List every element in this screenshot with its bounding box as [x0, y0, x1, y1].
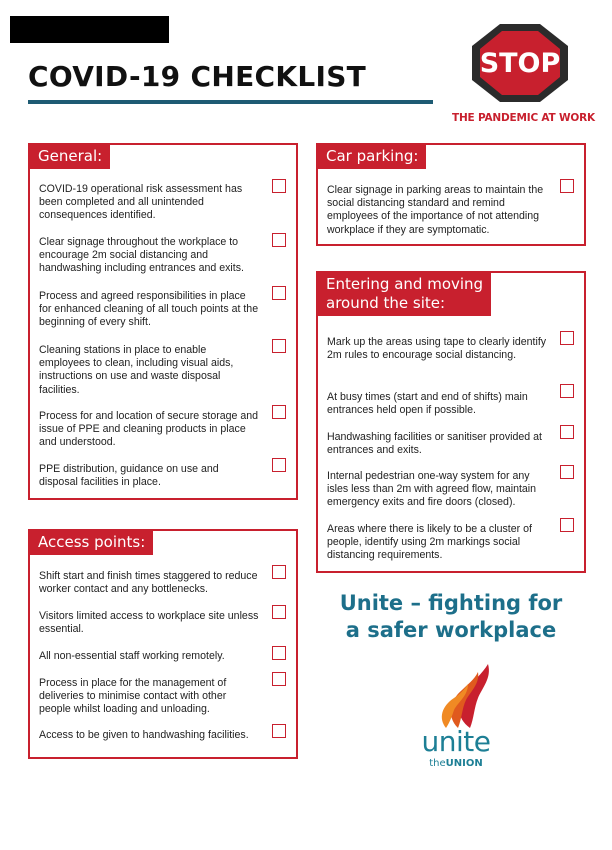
checkbox[interactable]: [272, 405, 286, 419]
tagline: [316, 590, 586, 644]
checklist-item: Process and agreed responsibilities in place for enhanced cleaning of all touch points at the beginning of every shift.: [39, 290, 259, 329]
checklist-item: Mark up the areas using tape to clearly identify 2m rules to encourage social distancing.: [327, 336, 547, 362]
general-panel: [28, 143, 298, 500]
checkbox[interactable]: [272, 286, 286, 300]
checkbox[interactable]: [272, 724, 286, 738]
tagline-line1: Unite – fighting for: [339, 591, 563, 615]
checkbox[interactable]: [272, 179, 286, 193]
redaction-bar: [10, 16, 169, 43]
checklist-item: At busy times (start and end of shifts) main entrances held open if possible.: [327, 391, 528, 417]
entering-heading: [316, 271, 491, 316]
car-parking-panel: [316, 143, 586, 246]
checkbox[interactable]: [560, 465, 574, 479]
checklist-item: COVID-19 operational risk assessment has been completed and all unintended consequences identified.: [39, 183, 243, 222]
title-underline: [28, 100, 433, 104]
logo-sub-bold: UNION: [445, 758, 483, 769]
access-heading: Access points:: [28, 529, 153, 555]
checklist-item: Access to be given to handwashing facilities.: [39, 729, 249, 741]
checkbox[interactable]: [560, 425, 574, 439]
checkbox[interactable]: [560, 331, 574, 345]
unite-logo-sub: [413, 758, 499, 769]
checklist-item: Process for and location of secure storage and issue of PPE and cleaning products in place and understood.: [39, 410, 259, 449]
checklist-item: Visitors limited access to workplace site unless essential.: [39, 610, 259, 636]
checkbox[interactable]: [272, 233, 286, 247]
entering-heading-line2: around the site:: [326, 294, 446, 312]
unite-logo-word: unite: [421, 725, 491, 758]
checklist-item: Areas where there is likely to be a cluster of people, identify using 2m markings social distancing requirements.: [327, 523, 532, 562]
checkbox[interactable]: [560, 384, 574, 398]
checklist-item: Internal pedestrian one-way system for any isles less than 2m with agreed flow, maintain emergency exits and fire doors (closed).: [327, 470, 537, 509]
general-heading: General:: [28, 143, 110, 169]
unite-flame-logo-icon: [412, 662, 502, 732]
checklist-item: Clear signage throughout the workplace to encourage 2m social distancing and handwashing including entrances and exits.: [39, 236, 244, 275]
checklist-item: Cleaning stations in place to enable employees to clean, including visual aids, instructions on use and waste disposal facilities.: [39, 344, 234, 396]
checklist-item: Shift start and finish times staggered to reduce worker contact and any bottlenecks.: [39, 570, 258, 596]
checkbox[interactable]: [560, 179, 574, 193]
checklist-item: All non-essential staff working remotely.: [39, 650, 225, 662]
entering-panel: [316, 271, 586, 573]
checklist-item: Handwashing facilities or sanitiser provided at entrances and exits.: [327, 431, 542, 457]
checklist-item: Process in place for the management of deliveries to minimise contact with other people whilst loading and unloading.: [39, 677, 227, 716]
checkbox[interactable]: [272, 339, 286, 353]
checkbox[interactable]: [272, 565, 286, 579]
tagline-line2: a safer workplace: [345, 618, 557, 642]
checklist-item: PPE distribution, guidance on use and disposal facilities in place.: [39, 463, 219, 489]
checkbox[interactable]: [560, 518, 574, 532]
checkbox[interactable]: [272, 646, 286, 660]
checklist-item: Clear signage in parking areas to maintain the social distancing standard and remind employees of the importance of not attending workplace if they are symptomatic.: [327, 184, 544, 236]
stop-sign-text: STOP: [479, 48, 561, 79]
checkbox[interactable]: [272, 605, 286, 619]
logo-sub-prefix: the: [429, 758, 446, 769]
stop-caption: THE PANDEMIC AT WORK: [452, 112, 595, 124]
checkbox[interactable]: [272, 458, 286, 472]
page-title: COVID-19 CHECKLIST: [28, 60, 367, 93]
stop-sign-icon: [470, 22, 570, 104]
access-panel: [28, 529, 298, 759]
checkbox[interactable]: [272, 672, 286, 686]
car-parking-heading: Car parking:: [316, 143, 426, 169]
entering-heading-line1: Entering and moving: [326, 275, 484, 293]
